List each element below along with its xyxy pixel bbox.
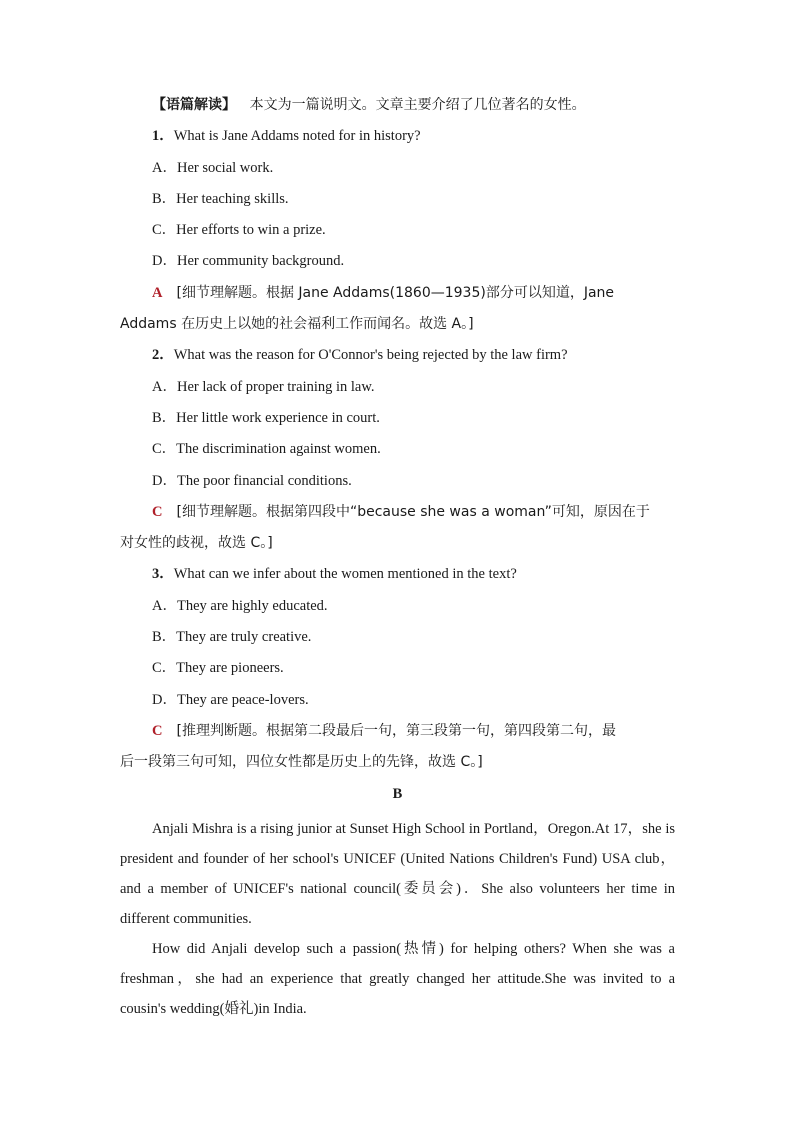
question-1-option-d: D．Her community background. — [152, 253, 345, 270]
question-2-option-a: A．Her lack of proper training in law. — [152, 378, 375, 395]
intro-label: 【语篇解读】 — [152, 97, 236, 113]
document-page — [120, 94, 675, 1024]
section-b-heading: B — [392, 785, 403, 802]
question-3-option-d: D．They are peace-lovers. — [152, 691, 309, 708]
question-2-option-b: B．Her little work experience in court. — [152, 409, 380, 426]
question-1-explanation: A [细节理解题。根据 Jane Addams(1860—1935)部分可以知道，Jane — [152, 284, 615, 301]
question-3-option-c: C．They are pioneers. — [152, 660, 284, 677]
question-1-option-a: A．Her social work. — [152, 159, 274, 176]
question-1-stem: 1．What is Jane Addams noted for in history? — [152, 128, 421, 145]
question-1-option-b: B．Her teaching skills. — [152, 190, 289, 207]
question-2-explanation: C [细节理解题。根据第四段中“because she was a woman”可知，原因在于 — [152, 503, 650, 520]
intro-text: 本文为一篇说明文。文章主要介绍了几位著名的女性。 — [249, 97, 586, 113]
question-1-option-c: C．Her efforts to win a prize. — [152, 222, 326, 239]
section-b-paragraph-1: Anjali Mishra is a rising junior at Sunset High School in Portland，Oregon.At 17，she is president and founder of her school's UNICEF (United Nations Children's Fund) USA club，and a member of UNICEF's national council(委员会)．She also volunteers her time in different communities. — [120, 820, 675, 927]
question-2-option-c: C．The discrimination against women. — [152, 441, 381, 458]
question-3-explanation: C [推理判断题。根据第二段最后一句，第三段第一句，第四段第二句，最 — [152, 722, 616, 739]
question-2-stem: 2．What was the reason for O'Connor's being rejected by the law firm? — [152, 347, 568, 364]
intro-line — [120, 94, 675, 125]
question-3-option-b: B．They are truly creative. — [152, 629, 312, 646]
section-b-paragraph-2: How did Anjali develop such a passion(热情) for helping others? When she was a freshman，she had an experience that greatly changed her attitude.She was invited to a cousin's wedding(婚礼)in India. — [120, 940, 675, 1017]
question-1-explanation-cont: Addams 在历史上以她的社会福利工作而闻名。故选 A。] — [120, 316, 474, 333]
question-3-explanation-cont: 后一段第三句可知，四位女性都是历史上的先锋，故选 C。] — [120, 754, 483, 771]
question-2-explanation-cont: 对女性的歧视，故选 C。] — [120, 535, 273, 552]
question-3-answer: C — [152, 722, 163, 739]
question-2-option-d: D．The poor financial conditions. — [152, 472, 352, 489]
question-3-stem: 3．What can we infer about the women mentioned in the text? — [152, 566, 517, 583]
question-2-answer: C — [152, 503, 163, 520]
question-3-option-a: A．They are highly educated. — [152, 597, 328, 614]
question-1-answer: A — [152, 284, 163, 301]
